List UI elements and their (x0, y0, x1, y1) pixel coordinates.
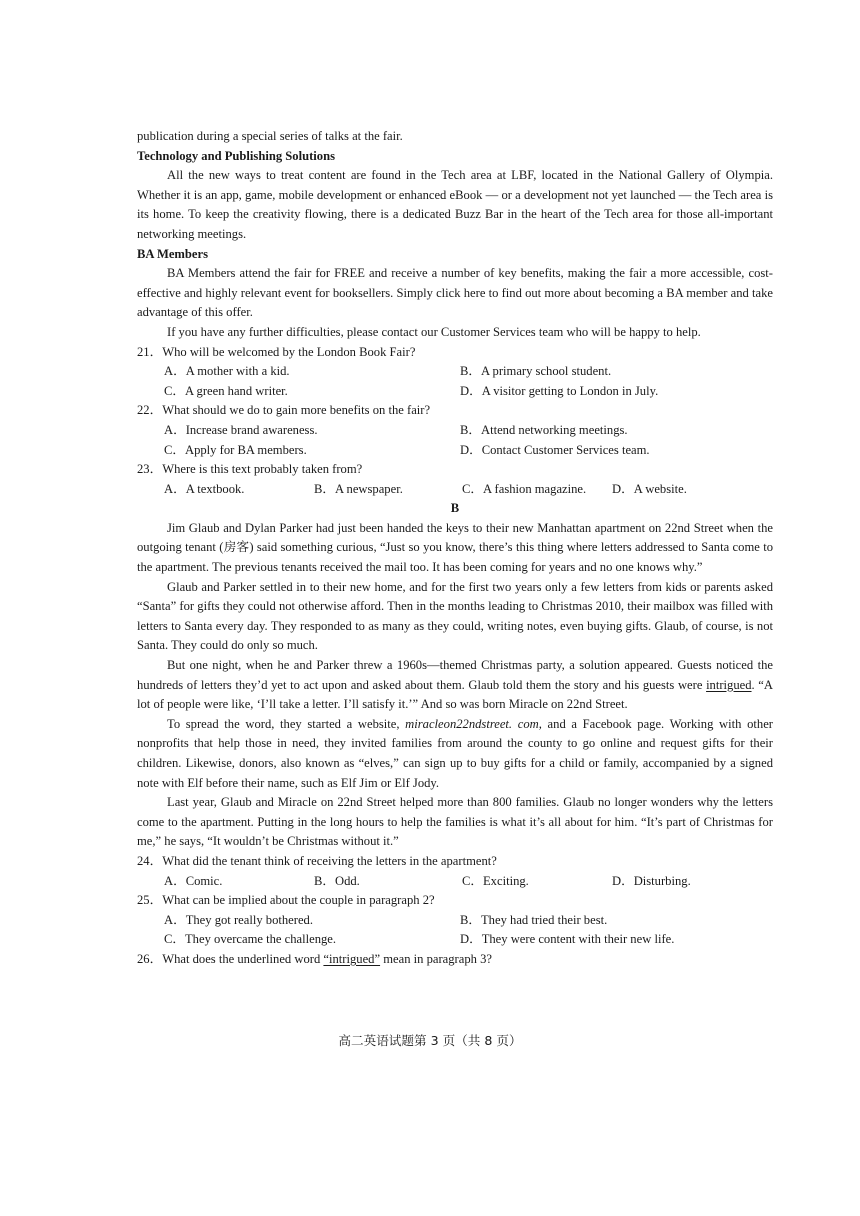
paragraph-4-text-after: and a Facebook page. Working with other nonprofits that help those in need, they invited families from around the county to go online and request gifts for their children. Likewise, donors, also known as “elves,” can sign up to buy gifts for a child or family, accompanied by a signed note with Elf before their name, such as Elf Jim or Elf Jody. (137, 716, 773, 790)
paragraph-4-text-before: To spread the word, they started a website, (167, 716, 406, 731)
option-c: C．Apply for BA members. (164, 442, 307, 457)
question-26-text-before: 26．What does the underlined word (137, 951, 324, 966)
option-c: C．A fashion magazine. (462, 481, 587, 496)
question-26-underlined-word: “intrigued” (323, 951, 381, 966)
option-a: A．A textbook. (164, 481, 245, 496)
option-d: D．A visitor getting to London in July. (460, 383, 659, 398)
question-25-options (137, 911, 773, 950)
question-21: 21．Who will be welcomed by the London Book Fair? (137, 344, 416, 359)
question-26 (137, 950, 773, 970)
section-b-heading: B (450, 501, 460, 516)
passage-b-paragraph-2: Glaub and Parker settled in to their new home, and for the first two years only a few letters from kids or parents asked “Santa” for gifts they could not otherwise afford. Then in the months leading to Christmas 2010, their mailbox was filled with letters to Santa every day. They responded to as many as they could, writing notes, even buying gifts. Glaub, of course, is not Santa. They could do only so much. (137, 579, 773, 653)
question-26-text-after: mean in paragraph 3? (380, 951, 492, 966)
question-23: 23．Where is this text probably taken from? (137, 462, 363, 477)
underlined-word-intrigued: intrigued (706, 677, 752, 692)
page-footer: 高二英语试题第 3 页（共 8 页） (338, 1033, 522, 1048)
question-22: 22．What should we do to gain more benefits on the fair? (137, 403, 431, 418)
question-23-options (137, 480, 773, 500)
passage-b-paragraph-4 (137, 715, 773, 793)
option-c: C．They overcame the challenge. (164, 932, 337, 947)
passage-b-paragraph-1: Jim Glaub and Dylan Parker had just been handed the keys to their new Manhattan apartment on 22nd Street when the outgoing tenant (房客) said something curious, “Just so you know, there’s this thing where letters addressed to Santa come to the apartment. The previous tenants received the mail too. It has been coming for years and no one knows why.” (137, 520, 773, 575)
website-name: miracleon22ndstreet. com, (405, 716, 542, 731)
option-d: D．A website. (612, 481, 687, 496)
option-b: B．Attend networking meetings. (460, 422, 628, 437)
option-b: B．Odd. (314, 873, 360, 888)
help-paragraph: If you have any further difficulties, please contact our Customer Services team who will be happy to help. (167, 324, 701, 339)
option-a: A．They got really bothered. (164, 912, 313, 927)
option-c: C．A green hand writer. (164, 383, 288, 398)
exam-page (137, 127, 773, 970)
ba-heading: BA Members (137, 246, 208, 261)
question-21-options (137, 362, 773, 401)
passage-b-paragraph-5: Last year, Glaub and Miracle on 22nd Street helped more than 800 families. Glaub no longer wonders why the letters come to the apartment. Putting in the long hours to help the families is what it’s all about for him. “It’s part of Christmas for me,” he says, “It wouldn’t be Christmas without it.” (137, 795, 773, 849)
option-a: A．A mother with a kid. (164, 364, 290, 379)
option-c: C．Exciting. (462, 873, 529, 888)
continuation-text: publication during a special series of talks at the fair. (137, 129, 403, 143)
option-b: B．A primary school student. (460, 364, 612, 379)
option-a: A．Comic. (164, 873, 223, 888)
ba-paragraph: BA Members attend the fair for FREE and receive a number of key benefits, making the fair a more accessible, cost-effective and highly relevant event for booksellers. Simply click here to find out more about becoming a BA member and take advantage of this offer. (137, 266, 773, 320)
passage-b-paragraph-3 (137, 656, 773, 715)
option-b: B．A newspaper. (314, 481, 403, 496)
option-a: A．Increase brand awareness. (164, 422, 318, 437)
tech-heading: Technology and Publishing Solutions (137, 148, 335, 163)
option-d: D．They were content with their new life. (460, 932, 675, 947)
paragraph-3-text-after: . “A lot of people were like, ‘I’ll take a letter. I’ll satisfy it.’” And so was born Miracle on 22nd Street. (137, 677, 773, 712)
question-22-options (137, 421, 773, 460)
tech-paragraph: All the new ways to treat content are found in the Tech area at LBF, located in the National Gallery of Olympia. Whether it is an app, game, mobile development or enhanced eBook — or a development not yet launched — the Tech area is its home. To keep the creativity flowing, there is a dedicated Buzz Bar in the heart of the Tech area for those all-important networking meetings. (137, 168, 773, 241)
option-b: B．They had tried their best. (460, 912, 608, 927)
question-25: 25．What can be implied about the couple in paragraph 2? (137, 893, 435, 908)
question-24: 24．What did the tenant think of receiving the letters in the apartment? (137, 853, 497, 868)
question-24-options (137, 872, 773, 892)
option-d: D．Disturbing. (612, 873, 691, 888)
paragraph-3-text-before: But one night, when he and Parker threw a 1960s—themed Christmas party, a solution appeared. Guests noticed the hundreds of letters they’d yet to act upon and asked about them. Glaub told them the story and his guests were (137, 658, 773, 692)
option-d: D．Contact Customer Services team. (460, 442, 650, 457)
